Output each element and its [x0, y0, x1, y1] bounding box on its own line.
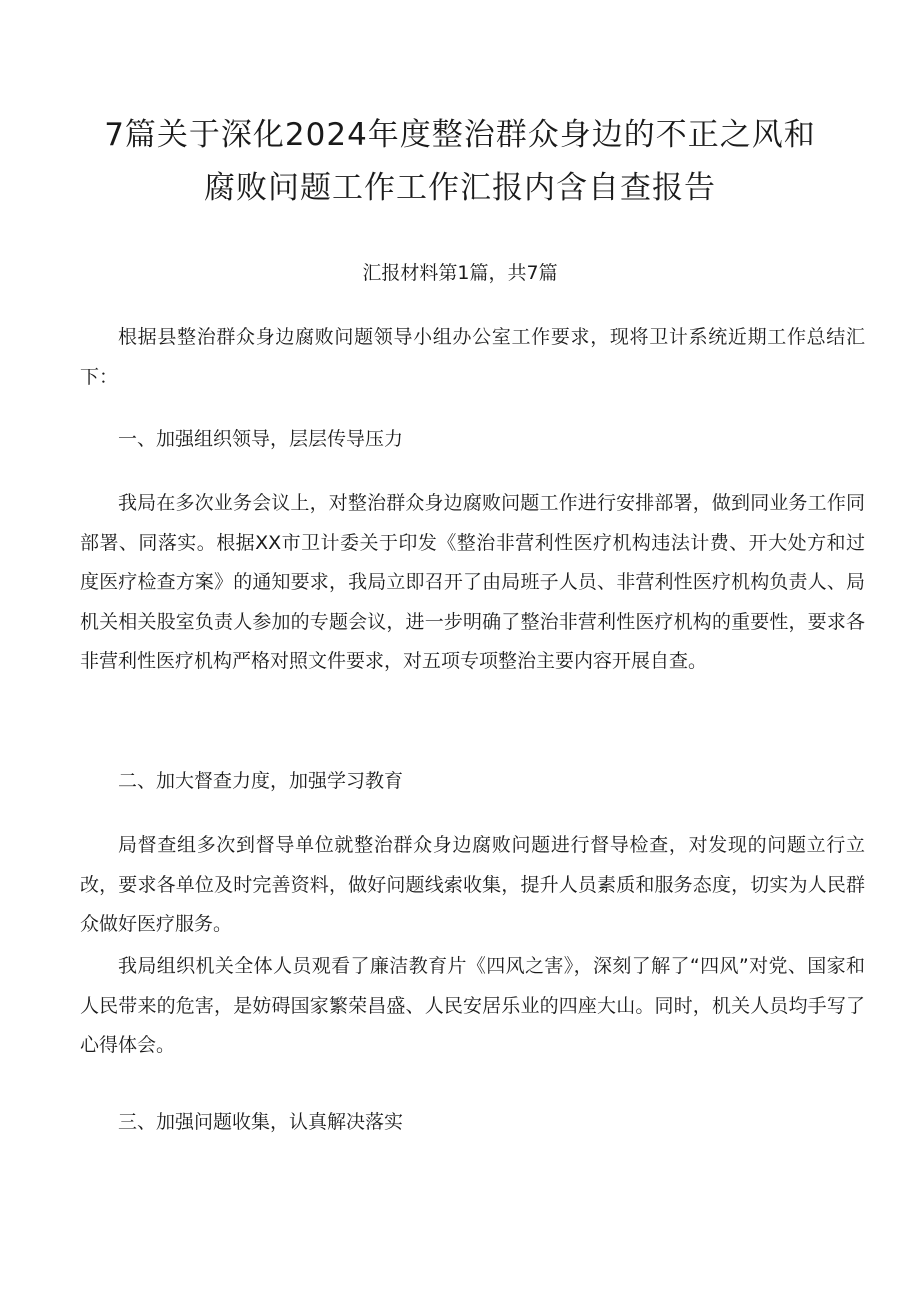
- document-title: [60, 109, 860, 215]
- section-2-paragraph-2: 我局组织机关全体人员观看了廉洁教育片《四风之害》，深刻了解了“四风”对党、国家和人民带来的危害，是妨碍国家繁荣昌盛、人民安居乐业的四座大山。同时，机关人员均手写了心得体会。: [80, 955, 865, 1056]
- section-1-paragraph: 我局在多次业务会议上，对整治群众身边腐败问题工作进行安排部署，做到同业务工作同部署、同落实。根据XX市卫计委关于印发《整治非营利性医疗机构违法计费、开大处方和过度医疗检查方案》的通知要求，我局立即召开了由局班子人员、非营利性医疗机构负责人、局机关相关股室负责人参加的专题会议，进一步明确了整治非营利性医疗机构的重要性，要求各非营利性医疗机构严格对照文件要求，对五项专项整治主要内容开展自查。: [80, 492, 865, 672]
- title-line-2: 腐败问题工作工作汇报内含自查报告: [204, 169, 716, 206]
- title-line-1: 7篇关于深化2024年度整治群众身边的不正之风和: [104, 116, 816, 153]
- document-subtitle: 汇报材料第1篇，共7篇: [362, 262, 558, 284]
- section-3-heading: 三、加强问题收集，认真解决落实: [118, 1111, 404, 1133]
- section-2-heading: 二、加大督查力度，加强学习教育: [118, 770, 404, 792]
- section-2-paragraph-1: 局督查组多次到督导单位就整治群众身边腐败问题进行督导检查，对发现的问题立行立改，要求各单位及时完善资料，做好问题线索收集，提升人员素质和服务态度，切实为人民群众做好医疗服务。: [80, 834, 865, 935]
- intro-paragraph: 根据县整治群众身边腐败问题领导小组办公室工作要求，现将卫计系统近期工作总结汇下：: [80, 326, 865, 388]
- section-1-heading: 一、加强组织领导，层层传导压力: [118, 428, 404, 450]
